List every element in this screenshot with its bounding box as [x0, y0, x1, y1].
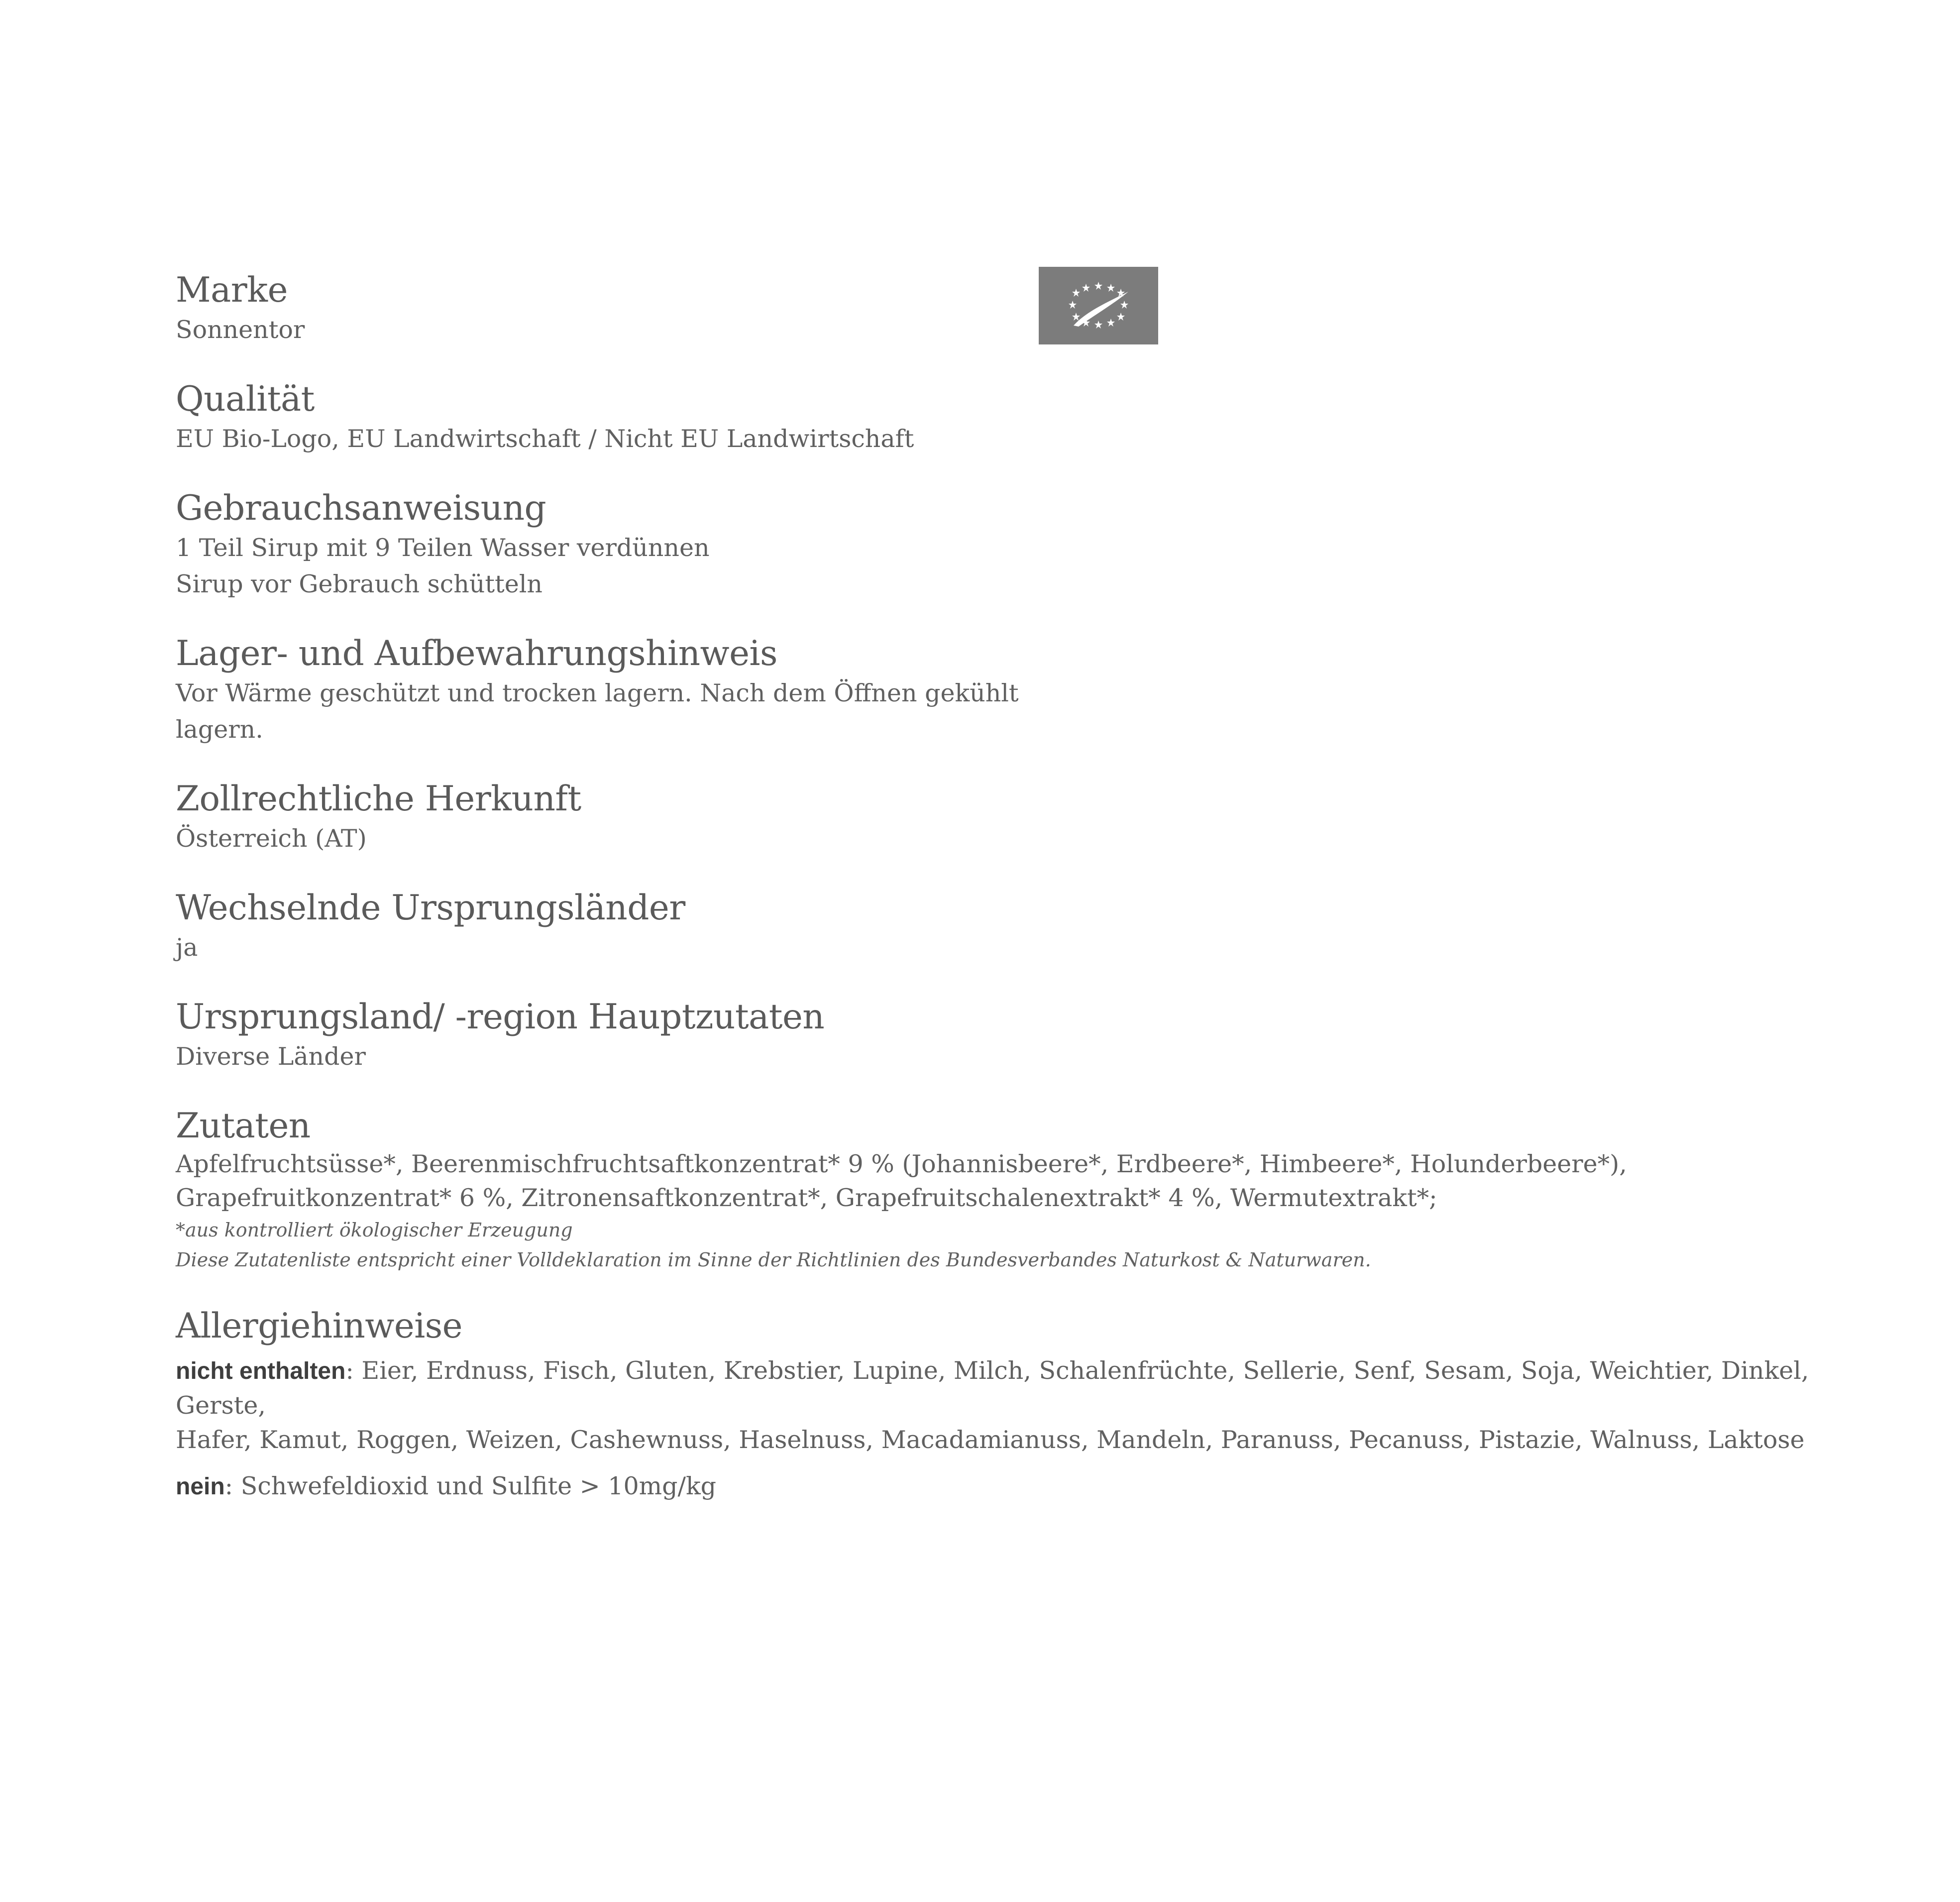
- lagerhinweis-line-1: Vor Wärme geschützt und trocken lagern. Nach dem Öffnen gekühlt: [176, 679, 1019, 707]
- zoll-value: Österreich (AT): [176, 824, 367, 853]
- section-wechselnde-ursprungslaender: [176, 887, 1868, 966]
- allergen-sulfite-line: [176, 1469, 1868, 1504]
- allergie-heading: Allergiehinweise: [176, 1306, 463, 1346]
- zutaten-note-organic: *aus kontrolliert ökologischer Erzeugung: [176, 1219, 573, 1241]
- allergen-not-contained-list-1: : Eier, Erdnuss, Fisch, Gluten, Krebstier, Lupine, Milch, Schalenfrüchte, Sellerie, Senf, Sesam, Soja, Weichtier, Dinkel, Gerste,: [176, 1356, 1809, 1420]
- section-zollrechtliche-herkunft: [176, 778, 1868, 857]
- gebrauchsanweisung-heading: Gebrauchsanweisung: [176, 488, 546, 528]
- section-lagerhinweis: [176, 632, 1868, 748]
- zutaten-line-2: Grapefruitkonzentrat* 6 %, Zitronensaftkonzentrat*, Grapefruitschalenextrakt* 4 %, Wermutextrakt*;: [176, 1184, 1437, 1212]
- lagerhinweis-line-2: lagern.: [176, 715, 263, 744]
- zutaten-note-declaration: Diese Zutatenliste entspricht einer Volldeklaration im Sinne der Richtlinien des Bundesverbandes Naturkost & Naturwaren.: [176, 1249, 1371, 1271]
- qualitaet-value: EU Bio-Logo, EU Landwirtschaft / Nicht EU Landwirtschaft: [176, 425, 914, 453]
- section-ursprungsland: [176, 996, 1868, 1075]
- marke-value: Sonnentor: [176, 316, 305, 344]
- wechselnd-heading: Wechselnde Ursprungsländer: [176, 888, 685, 928]
- allergen-not-contained-label: nicht enthalten: [176, 1358, 346, 1384]
- section-allergiehinweise: [176, 1305, 1868, 1504]
- lagerhinweis-heading: Lager- und Aufbewahrungshinweis: [176, 634, 777, 673]
- marke-heading: Marke: [176, 270, 288, 310]
- allergen-not-contained-list-2: Hafer, Kamut, Roggen, Weizen, Cashewnuss, Haselnuss, Macadamianuss, Mandeln, Paranuss, Pecanuss, Pistazie, Walnuss, Laktose: [176, 1426, 1805, 1454]
- ursprung-value: Diverse Länder: [176, 1042, 366, 1071]
- allergen-no-label: nein: [176, 1473, 225, 1500]
- qualitaet-heading: Qualität: [176, 379, 315, 419]
- zutaten-line-1: Apfelfruchtsüsse*, Beerenmischfruchtsaftkonzentrat* 9 % (Johannisbeere*, Erdbeere*, Himbeere*, Holunderbeere*),: [176, 1150, 1627, 1178]
- ursprung-heading: Ursprungsland/ -region Hauptzutaten: [176, 997, 825, 1037]
- section-zutaten: [176, 1105, 1868, 1275]
- allergen-sulfite-value: : Schwefeldioxid und Sulfite > 10mg/kg: [224, 1472, 717, 1500]
- gebrauchsanweisung-line-2: Sirup vor Gebrauch schütteln: [176, 570, 543, 598]
- section-marke: [176, 269, 1868, 348]
- zoll-heading: Zollrechtliche Herkunft: [176, 779, 581, 819]
- gebrauchsanweisung-line-1: 1 Teil Sirup mit 9 Teilen Wasser verdünnen: [176, 534, 710, 562]
- section-qualitaet: [176, 378, 1868, 457]
- wechselnd-value: ja: [176, 933, 198, 962]
- section-gebrauchsanweisung: [176, 487, 1868, 602]
- zutaten-heading: Zutaten: [176, 1106, 311, 1146]
- allergen-not-contained-line-1: [176, 1353, 1868, 1423]
- product-details: [176, 269, 1868, 1504]
